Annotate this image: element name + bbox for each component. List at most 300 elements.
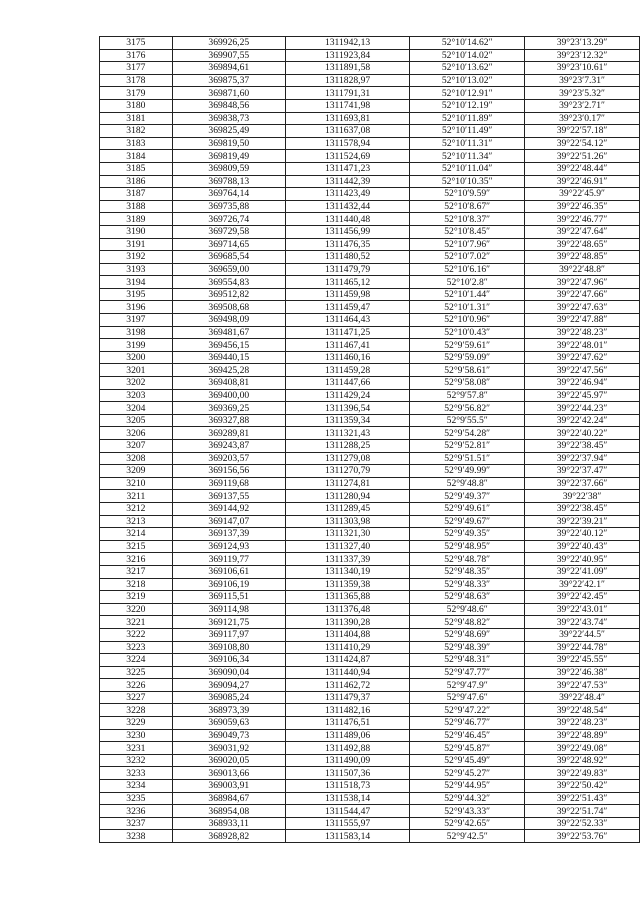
table-row [100, 87, 640, 100]
point-number-cell: 3215 [100, 540, 173, 553]
x-coordinate-cell: 369147,07 [172, 515, 285, 528]
table-row [100, 339, 640, 352]
longitude-cell: 39°22′48.54″ [525, 704, 640, 717]
y-coordinate-cell: 1311410,29 [285, 641, 409, 654]
x-coordinate-cell: 369819,49 [172, 150, 285, 163]
y-coordinate-cell: 1311637,08 [285, 125, 409, 138]
y-coordinate-cell: 1311365,88 [285, 591, 409, 604]
longitude-cell: 39°22′38″ [525, 490, 640, 503]
coordinates-table-body [100, 37, 640, 843]
y-coordinate-cell: 1311489,06 [285, 729, 409, 742]
x-coordinate-cell: 369456,15 [172, 339, 285, 352]
latitude-cell: 52°9′48.8″ [410, 477, 525, 490]
latitude-cell: 52°9′45.49″ [410, 754, 525, 767]
y-coordinate-cell: 1311459,98 [285, 288, 409, 301]
x-coordinate-cell: 369408,81 [172, 377, 285, 390]
x-coordinate-cell: 369714,65 [172, 238, 285, 251]
longitude-cell: 39°23′12.32″ [525, 49, 640, 62]
point-number-cell: 3194 [100, 276, 173, 289]
table-row [100, 175, 640, 188]
x-coordinate-cell: 369137,55 [172, 490, 285, 503]
table-row [100, 742, 640, 755]
point-number-cell: 3183 [100, 137, 173, 150]
table-row [100, 465, 640, 478]
latitude-cell: 52°10′8.45″ [410, 225, 525, 238]
latitude-cell: 52°10′12.91″ [410, 87, 525, 100]
latitude-cell: 52°9′56.82″ [410, 402, 525, 415]
point-number-cell: 3231 [100, 742, 173, 755]
point-number-cell: 3206 [100, 427, 173, 440]
longitude-cell: 39°22′48.44″ [525, 162, 640, 175]
table-row [100, 754, 640, 767]
y-coordinate-cell: 1311479,79 [285, 263, 409, 276]
y-coordinate-cell: 1311274,81 [285, 477, 409, 490]
table-row [100, 402, 640, 415]
point-number-cell: 3210 [100, 477, 173, 490]
longitude-cell: 39°22′47.63″ [525, 301, 640, 314]
y-coordinate-cell: 1311303,98 [285, 515, 409, 528]
latitude-cell: 52°10′7.02″ [410, 251, 525, 264]
point-number-cell: 3213 [100, 515, 173, 528]
y-coordinate-cell: 1311791,31 [285, 87, 409, 100]
table-row [100, 74, 640, 87]
latitude-cell: 52°9′57.8″ [410, 389, 525, 402]
point-number-cell: 3185 [100, 162, 173, 175]
longitude-cell: 39°22′50.42″ [525, 780, 640, 793]
y-coordinate-cell: 1311555,97 [285, 817, 409, 830]
table-row [100, 137, 640, 150]
table-row [100, 477, 640, 490]
latitude-cell: 52°9′42.65″ [410, 817, 525, 830]
latitude-cell: 52°9′47.22″ [410, 704, 525, 717]
latitude-cell: 52°10′10.35″ [410, 175, 525, 188]
x-coordinate-cell: 369425,28 [172, 364, 285, 377]
table-row [100, 717, 640, 730]
y-coordinate-cell: 1311359,34 [285, 414, 409, 427]
latitude-cell: 52°10′0.96″ [410, 314, 525, 327]
y-coordinate-cell: 1311942,13 [285, 37, 409, 50]
table-row [100, 578, 640, 591]
x-coordinate-cell: 369838,73 [172, 112, 285, 125]
y-coordinate-cell: 1311578,94 [285, 137, 409, 150]
point-number-cell: 3190 [100, 225, 173, 238]
x-coordinate-cell: 369203,57 [172, 452, 285, 465]
latitude-cell: 52°9′43.33″ [410, 805, 525, 818]
x-coordinate-cell: 369875,37 [172, 74, 285, 87]
point-number-cell: 3187 [100, 188, 173, 201]
point-number-cell: 3219 [100, 591, 173, 604]
point-number-cell: 3177 [100, 62, 173, 75]
point-number-cell: 3230 [100, 729, 173, 742]
longitude-cell: 39°23′10.61″ [525, 62, 640, 75]
x-coordinate-cell: 369144,92 [172, 502, 285, 515]
y-coordinate-cell: 1311460,16 [285, 351, 409, 364]
point-number-cell: 3180 [100, 99, 173, 112]
y-coordinate-cell: 1311447,66 [285, 377, 409, 390]
longitude-cell: 39°22′47.53″ [525, 679, 640, 692]
longitude-cell: 39°22′40.43″ [525, 540, 640, 553]
table-row [100, 654, 640, 667]
point-number-cell: 3212 [100, 502, 173, 515]
y-coordinate-cell: 1311693,81 [285, 112, 409, 125]
table-row [100, 427, 640, 440]
longitude-cell: 39°22′41.09″ [525, 565, 640, 578]
coordinates-table [99, 36, 640, 843]
table-row [100, 125, 640, 138]
longitude-cell: 39°22′37.66″ [525, 477, 640, 490]
longitude-cell: 39°22′46.35″ [525, 200, 640, 213]
longitude-cell: 39°22′48.01″ [525, 339, 640, 352]
point-number-cell: 3191 [100, 238, 173, 251]
point-number-cell: 3236 [100, 805, 173, 818]
longitude-cell: 39°22′42.24″ [525, 414, 640, 427]
y-coordinate-cell: 1311321,30 [285, 528, 409, 541]
table-row [100, 540, 640, 553]
point-number-cell: 3201 [100, 364, 173, 377]
y-coordinate-cell: 1311280,94 [285, 490, 409, 503]
table-row [100, 591, 640, 604]
latitude-cell: 52°9′48.39″ [410, 641, 525, 654]
longitude-cell: 39°22′47.56″ [525, 364, 640, 377]
y-coordinate-cell: 1311432,44 [285, 200, 409, 213]
latitude-cell: 52°9′59.09″ [410, 351, 525, 364]
table-row [100, 528, 640, 541]
table-row [100, 452, 640, 465]
point-number-cell: 3224 [100, 654, 173, 667]
table-row [100, 150, 640, 163]
latitude-cell: 52°9′48.95″ [410, 540, 525, 553]
longitude-cell: 39°22′39.21″ [525, 515, 640, 528]
x-coordinate-cell: 369481,67 [172, 326, 285, 339]
table-row [100, 49, 640, 62]
x-coordinate-cell: 369788,13 [172, 175, 285, 188]
y-coordinate-cell: 1311459,28 [285, 364, 409, 377]
table-row [100, 288, 640, 301]
x-coordinate-cell: 369059,63 [172, 717, 285, 730]
x-coordinate-cell: 369289,81 [172, 427, 285, 440]
point-number-cell: 3222 [100, 628, 173, 641]
table-row [100, 628, 640, 641]
x-coordinate-cell: 368928,82 [172, 830, 285, 843]
latitude-cell: 52°9′47.77″ [410, 666, 525, 679]
point-number-cell: 3179 [100, 87, 173, 100]
longitude-cell: 39°22′51.26″ [525, 150, 640, 163]
x-coordinate-cell: 369108,80 [172, 641, 285, 654]
longitude-cell: 39°22′45.97″ [525, 389, 640, 402]
table-row [100, 565, 640, 578]
table-row [100, 440, 640, 453]
latitude-cell: 52°10′14.62″ [410, 37, 525, 50]
y-coordinate-cell: 1311476,35 [285, 238, 409, 251]
latitude-cell: 52°10′7.96″ [410, 238, 525, 251]
longitude-cell: 39°22′47.96″ [525, 276, 640, 289]
x-coordinate-cell: 369114,98 [172, 603, 285, 616]
x-coordinate-cell: 369137,39 [172, 528, 285, 541]
x-coordinate-cell: 369013,66 [172, 767, 285, 780]
longitude-cell: 39°22′48.89″ [525, 729, 640, 742]
x-coordinate-cell: 369498,09 [172, 314, 285, 327]
point-number-cell: 3238 [100, 830, 173, 843]
longitude-cell: 39°23′0.17″ [525, 112, 640, 125]
latitude-cell: 52°10′2.8″ [410, 276, 525, 289]
table-row [100, 729, 640, 742]
x-coordinate-cell: 369049,73 [172, 729, 285, 742]
longitude-cell: 39°22′51.74″ [525, 805, 640, 818]
latitude-cell: 52°9′48.6″ [410, 603, 525, 616]
point-number-cell: 3232 [100, 754, 173, 767]
x-coordinate-cell: 369685,54 [172, 251, 285, 264]
longitude-cell: 39°23′13.29″ [525, 37, 640, 50]
x-coordinate-cell: 369907,55 [172, 49, 285, 62]
latitude-cell: 52°9′44.32″ [410, 792, 525, 805]
latitude-cell: 52°9′46.45″ [410, 729, 525, 742]
longitude-cell: 39°22′48.92″ [525, 754, 640, 767]
x-coordinate-cell: 369090,04 [172, 666, 285, 679]
longitude-cell: 39°22′45.9″ [525, 188, 640, 201]
y-coordinate-cell: 1311337,39 [285, 553, 409, 566]
latitude-cell: 52°10′11.89″ [410, 112, 525, 125]
longitude-cell: 39°23′2.71″ [525, 99, 640, 112]
table-row [100, 805, 640, 818]
y-coordinate-cell: 1311490,09 [285, 754, 409, 767]
table-row [100, 767, 640, 780]
y-coordinate-cell: 1311891,58 [285, 62, 409, 75]
x-coordinate-cell: 369729,58 [172, 225, 285, 238]
latitude-cell: 52°9′47.9″ [410, 679, 525, 692]
x-coordinate-cell: 369659,00 [172, 263, 285, 276]
latitude-cell: 52°9′48.78″ [410, 553, 525, 566]
x-coordinate-cell: 369825,49 [172, 125, 285, 138]
table-row [100, 112, 640, 125]
table-row [100, 276, 640, 289]
x-coordinate-cell: 369115,51 [172, 591, 285, 604]
longitude-cell: 39°22′57.18″ [525, 125, 640, 138]
point-number-cell: 3227 [100, 691, 173, 704]
point-number-cell: 3198 [100, 326, 173, 339]
y-coordinate-cell: 1311390,28 [285, 616, 409, 629]
point-number-cell: 3216 [100, 553, 173, 566]
x-coordinate-cell: 369554,83 [172, 276, 285, 289]
y-coordinate-cell: 1311359,38 [285, 578, 409, 591]
latitude-cell: 52°9′52.81″ [410, 440, 525, 453]
y-coordinate-cell: 1311288,25 [285, 440, 409, 453]
table-row [100, 679, 640, 692]
latitude-cell: 52°9′48.82″ [410, 616, 525, 629]
latitude-cell: 52°9′48.33″ [410, 578, 525, 591]
point-number-cell: 3208 [100, 452, 173, 465]
longitude-cell: 39°22′43.74″ [525, 616, 640, 629]
longitude-cell: 39°22′44.23″ [525, 402, 640, 415]
y-coordinate-cell: 1311424,87 [285, 654, 409, 667]
point-number-cell: 3223 [100, 641, 173, 654]
y-coordinate-cell: 1311464,43 [285, 314, 409, 327]
latitude-cell: 52°10′14.02″ [410, 49, 525, 62]
latitude-cell: 52°9′49.61″ [410, 502, 525, 515]
longitude-cell: 39°23′5.32″ [525, 87, 640, 100]
x-coordinate-cell: 369031,92 [172, 742, 285, 755]
longitude-cell: 39°22′42.1″ [525, 578, 640, 591]
longitude-cell: 39°22′38.45″ [525, 440, 640, 453]
x-coordinate-cell: 369119,68 [172, 477, 285, 490]
table-row [100, 817, 640, 830]
latitude-cell: 52°9′49.99″ [410, 465, 525, 478]
x-coordinate-cell: 369894,61 [172, 62, 285, 75]
latitude-cell: 52°10′11.31″ [410, 137, 525, 150]
point-number-cell: 3229 [100, 717, 173, 730]
latitude-cell: 52°9′58.08″ [410, 377, 525, 390]
y-coordinate-cell: 1311270,79 [285, 465, 409, 478]
y-coordinate-cell: 1311923,84 [285, 49, 409, 62]
latitude-cell: 52°9′54.28″ [410, 427, 525, 440]
latitude-cell: 52°10′13.62″ [410, 62, 525, 75]
y-coordinate-cell: 1311507,36 [285, 767, 409, 780]
longitude-cell: 39°22′40.12″ [525, 528, 640, 541]
table-row [100, 704, 640, 717]
longitude-cell: 39°22′51.43″ [525, 792, 640, 805]
latitude-cell: 52°9′47.6″ [410, 691, 525, 704]
table-row [100, 666, 640, 679]
y-coordinate-cell: 1311459,47 [285, 301, 409, 314]
y-coordinate-cell: 1311741,98 [285, 99, 409, 112]
table-row [100, 553, 640, 566]
latitude-cell: 52°10′0.43″ [410, 326, 525, 339]
table-row [100, 99, 640, 112]
y-coordinate-cell: 1311583,14 [285, 830, 409, 843]
point-number-cell: 3186 [100, 175, 173, 188]
x-coordinate-cell: 368954,08 [172, 805, 285, 818]
point-number-cell: 3193 [100, 263, 173, 276]
x-coordinate-cell: 368933,11 [172, 817, 285, 830]
y-coordinate-cell: 1311482,16 [285, 704, 409, 717]
table-row [100, 603, 640, 616]
x-coordinate-cell: 369156,56 [172, 465, 285, 478]
point-number-cell: 3176 [100, 49, 173, 62]
longitude-cell: 39°22′46.38″ [525, 666, 640, 679]
y-coordinate-cell: 1311518,73 [285, 780, 409, 793]
longitude-cell: 39°22′47.62″ [525, 351, 640, 364]
x-coordinate-cell: 369119,77 [172, 553, 285, 566]
latitude-cell: 52°10′1.44″ [410, 288, 525, 301]
longitude-cell: 39°22′44.78″ [525, 641, 640, 654]
longitude-cell: 39°22′53.76″ [525, 830, 640, 843]
point-number-cell: 3214 [100, 528, 173, 541]
latitude-cell: 52°10′11.49″ [410, 125, 525, 138]
longitude-cell: 39°22′42.45″ [525, 591, 640, 604]
x-coordinate-cell: 369243,87 [172, 440, 285, 453]
y-coordinate-cell: 1311544,47 [285, 805, 409, 818]
table-row [100, 691, 640, 704]
latitude-cell: 52°10′1.31″ [410, 301, 525, 314]
latitude-cell: 52°9′46.77″ [410, 717, 525, 730]
latitude-cell: 52°10′12.19″ [410, 99, 525, 112]
latitude-cell: 52°9′48.69″ [410, 628, 525, 641]
x-coordinate-cell: 369440,15 [172, 351, 285, 364]
table-row [100, 200, 640, 213]
y-coordinate-cell: 1311476,51 [285, 717, 409, 730]
longitude-cell: 39°22′48.23″ [525, 717, 640, 730]
point-number-cell: 3217 [100, 565, 173, 578]
y-coordinate-cell: 1311279,08 [285, 452, 409, 465]
x-coordinate-cell: 369117,97 [172, 628, 285, 641]
latitude-cell: 52°9′49.67″ [410, 515, 525, 528]
x-coordinate-cell: 369369,25 [172, 402, 285, 415]
point-number-cell: 3211 [100, 490, 173, 503]
latitude-cell: 52°10′13.02″ [410, 74, 525, 87]
y-coordinate-cell: 1311429,24 [285, 389, 409, 402]
point-number-cell: 3188 [100, 200, 173, 213]
table-row [100, 37, 640, 50]
table-row [100, 238, 640, 251]
latitude-cell: 52°9′48.63″ [410, 591, 525, 604]
latitude-cell: 52°9′42.5″ [410, 830, 525, 843]
table-row [100, 351, 640, 364]
y-coordinate-cell: 1311471,25 [285, 326, 409, 339]
x-coordinate-cell: 369106,34 [172, 654, 285, 667]
latitude-cell: 52°10′6.16″ [410, 263, 525, 276]
longitude-cell: 39°22′40.22″ [525, 427, 640, 440]
point-number-cell: 3203 [100, 389, 173, 402]
latitude-cell: 52°10′11.04″ [410, 162, 525, 175]
table-row [100, 213, 640, 226]
x-coordinate-cell: 369871,60 [172, 87, 285, 100]
point-number-cell: 3199 [100, 339, 173, 352]
table-row [100, 792, 640, 805]
x-coordinate-cell: 369121,75 [172, 616, 285, 629]
longitude-cell: 39°22′49.83″ [525, 767, 640, 780]
longitude-cell: 39°22′37.47″ [525, 465, 640, 478]
longitude-cell: 39°22′47.88″ [525, 314, 640, 327]
table-row [100, 515, 640, 528]
y-coordinate-cell: 1311465,12 [285, 276, 409, 289]
longitude-cell: 39°22′47.64″ [525, 225, 640, 238]
y-coordinate-cell: 1311524,69 [285, 150, 409, 163]
point-number-cell: 3175 [100, 37, 173, 50]
longitude-cell: 39°22′46.91″ [525, 175, 640, 188]
point-number-cell: 3196 [100, 301, 173, 314]
y-coordinate-cell: 1311440,48 [285, 213, 409, 226]
latitude-cell: 52°9′58.61″ [410, 364, 525, 377]
y-coordinate-cell: 1311376,48 [285, 603, 409, 616]
point-number-cell: 3181 [100, 112, 173, 125]
x-coordinate-cell: 369106,19 [172, 578, 285, 591]
point-number-cell: 3204 [100, 402, 173, 415]
longitude-cell: 39°22′48.23″ [525, 326, 640, 339]
table-row [100, 830, 640, 843]
latitude-cell: 52°9′45.87″ [410, 742, 525, 755]
table-row [100, 490, 640, 503]
y-coordinate-cell: 1311404,88 [285, 628, 409, 641]
point-number-cell: 3200 [100, 351, 173, 364]
point-number-cell: 3220 [100, 603, 173, 616]
longitude-cell: 39°22′43.01″ [525, 603, 640, 616]
table-row [100, 414, 640, 427]
x-coordinate-cell: 369512,82 [172, 288, 285, 301]
y-coordinate-cell: 1311440,94 [285, 666, 409, 679]
point-number-cell: 3205 [100, 414, 173, 427]
longitude-cell: 39°22′38.45″ [525, 502, 640, 515]
x-coordinate-cell: 368984,67 [172, 792, 285, 805]
latitude-cell: 52°9′55.5″ [410, 414, 525, 427]
point-number-cell: 3226 [100, 679, 173, 692]
table-row [100, 301, 640, 314]
y-coordinate-cell: 1311538,14 [285, 792, 409, 805]
longitude-cell: 39°22′40.95″ [525, 553, 640, 566]
longitude-cell: 39°22′44.5″ [525, 628, 640, 641]
y-coordinate-cell: 1311828,97 [285, 74, 409, 87]
x-coordinate-cell: 369327,88 [172, 414, 285, 427]
longitude-cell: 39°22′46.94″ [525, 377, 640, 390]
y-coordinate-cell: 1311321,43 [285, 427, 409, 440]
